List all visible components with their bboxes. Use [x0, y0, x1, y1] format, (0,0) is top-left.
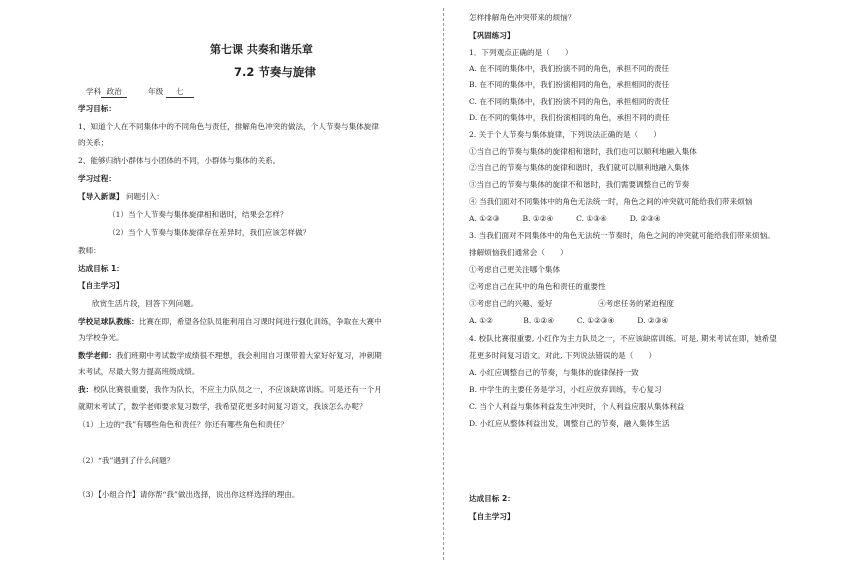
- goal2-heading: 达成目标 2：: [469, 494, 515, 503]
- goal1-heading: 达成目标 1：: [78, 264, 124, 273]
- exercise-1: 1．下列观点正确的是（ ）: [469, 48, 573, 57]
- exercise-1-option-c: C. 在不同的集体中，我们扮演不同的角色，承担相同的责任: [469, 97, 670, 106]
- intro-question-2: （2）当个人节奏与集体旋律存在差异时，我们应该怎样做？: [108, 228, 311, 237]
- objective-2: 2、能够归纳小群体与小团体的不同，小群体与集体的关系。: [78, 156, 281, 165]
- exercise-1-option-d: D. 在不同的集体中，我们扮演相同的角色，承担不同的责任: [469, 113, 670, 122]
- teacher-note: 教师：: [78, 246, 101, 255]
- me-label: 我：: [78, 385, 94, 394]
- subject-label: 学科: [86, 87, 102, 96]
- self-study2-heading: 【自主学习】: [469, 512, 515, 521]
- exercise-3b: 排解烦恼我们通常会（ ）: [469, 248, 568, 257]
- exercise-4-option-d: D. 小红应从整体利益出发，调整自己的节奏，融入集体生活: [469, 419, 670, 428]
- objective-1b: 的关系；: [78, 138, 109, 147]
- coach-label: 学校足球队教练：: [78, 317, 139, 326]
- me-line-a: [78, 385, 382, 395]
- objectives-heading: 学习目标：: [78, 104, 116, 113]
- exercise-1-option-b: B. 在不同的集体中，我们扮演相同的角色，承担相同的责任: [469, 80, 670, 89]
- exercise-2-item-2: ②当自己的节奏与集体的旋律和谐时，我们就可以顺利地融入集体: [469, 163, 690, 172]
- subject-value: 政治: [101, 87, 127, 98]
- exercise-4-option-a: A. 小红应调整自己的节奏，与集体的旋律保持一致: [469, 368, 639, 377]
- grade-value: 七: [166, 87, 194, 98]
- self-study-text: 欣赏生活片段，回答下列问题。: [92, 299, 199, 308]
- exercise-2: 2. 关于个人节奏与集体旋律，下列说法正确的是（ ）: [469, 130, 661, 139]
- self-study-heading: 【自主学习】: [78, 281, 124, 290]
- exercise-4a: 4. 校队比赛很重要, 小红作为主力队员之一，不应该缺席训练。可是, 期末考试在即，她希望: [469, 334, 777, 343]
- question-2: （2）“我”遇到了什么问题？: [78, 456, 175, 465]
- exercise-3-options: A. ①② B. ①②④ C. ①②③④ D. ②③④: [469, 316, 669, 325]
- exercise-4-option-c: C. 当个人利益与集体利益发生冲突时，个人利益应服从集体利益: [469, 402, 685, 411]
- question-1: （1）上边的“我”有哪些角色和责任？你还有哪些角色和责任？: [78, 420, 289, 429]
- exercise-2-options: A. ①②③ B. ①②④ C. ①③④ D. ②③④: [469, 214, 661, 223]
- intro-line: [78, 192, 164, 202]
- intro-question-1: （1）当个人节奏与集体旋律相和谐时，结果会怎样？: [108, 210, 288, 219]
- question-3: （3）【小组合作】请你帮“我”做出选择，说出你这样选择的理由。: [78, 490, 300, 499]
- intro-heading: 【导入新课】: [78, 192, 124, 201]
- intro-text: 问题引入：: [125, 192, 164, 201]
- exercise-3-item-2: ②考虑自己在其中的角色和责任的重要性: [469, 282, 606, 291]
- grade-label: 年级: [148, 87, 164, 96]
- exercise-2-item-1: ①当自己的节奏与集体的旋律相和谐时，我们也可以顺利地融入集体: [469, 147, 697, 156]
- exercise-2-item-4: ④ 当我们面对不同集体中的角色无法统一时，角色之间的冲突就可能给我们带来烦恼: [469, 197, 753, 206]
- math-text-a: 我们班期中考试数学成绩很不理想，我会利用自习课带着大家好好复习，冲刺期: [115, 351, 382, 360]
- coach-line-a: [78, 317, 382, 327]
- math-line-a: [78, 351, 382, 361]
- lesson-title: 第七课 共奏和谐乐章: [210, 43, 313, 56]
- process-heading: 学习过程：: [78, 174, 116, 183]
- exercise-2-item-3: ③当自己的节奏与集体的旋律不和谐时，我们需要调整自己的节奏: [469, 180, 690, 189]
- exercise-3-item-1: ①考虑自己更关注哪个集体: [469, 265, 561, 274]
- me-text-b: 就期末考试了，数学老师要求复习数学，我希望花更多时间复习语文，我该怎么办呢？: [78, 402, 367, 411]
- exercise-3-item-3: ③考虑自己的兴趣、爱好 ④考虑任务的紧迫程度: [469, 299, 675, 308]
- exercise-1-option-a: A. 在不同的集体中，我们扮演不同的角色，承担不同的责任: [469, 64, 670, 73]
- objective-1a: 1、知道个人在不同集体中的不同角色与责任，排解角色冲突的做法，个人节奏与集体旋律: [78, 122, 379, 131]
- practice-heading: 【巩固练习】: [469, 31, 515, 40]
- math-text-b: 末考试，尽最大努力提高班级成绩。: [78, 367, 200, 376]
- exercise-3a: 3. 当我们面对不同集体中的角色无法统一节奏时，角色之间的冲突就可能给我们带来烦恼。: [469, 231, 775, 240]
- right-top-line: 怎样排解角色冲突带来的烦恼？: [469, 13, 576, 22]
- me-text-a: 校队比赛很重要，我作为队长，不应主力队员之一，不应该缺席训练。可是还有一个月: [93, 385, 382, 394]
- coach-text-a: 比赛在即，希望各位队员能利用自习课时间进行强化训练，争取在大赛中: [138, 317, 382, 326]
- page-divider: [443, 8, 444, 560]
- exercise-4b: 花更多时间复习语文。对此, 下列说法错误的是（ ）: [469, 351, 657, 360]
- math-label: 数学老师：: [78, 351, 116, 360]
- section-title: 7.2 节奏与旋律: [234, 65, 316, 79]
- subject-grade-line: [86, 87, 194, 98]
- exercise-4-option-b: B. 中学生的主要任务是学习，小红应放弃训练，专心复习: [469, 385, 662, 394]
- coach-text-b: 为学校争光。: [78, 333, 124, 342]
